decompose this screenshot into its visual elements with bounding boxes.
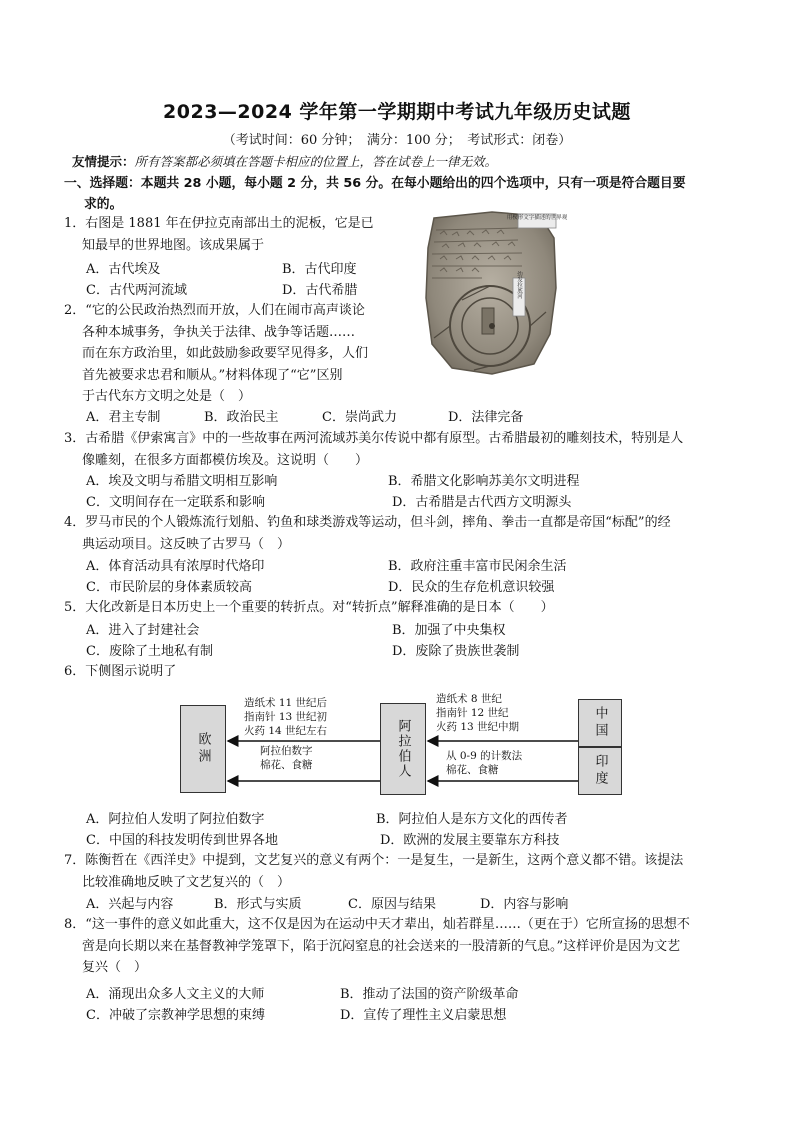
friendly-tip xyxy=(72,152,497,170)
box-india-label: 印度 xyxy=(592,754,608,788)
question-7-option-a[interactable]: A．兴起与内容 xyxy=(86,897,174,912)
question-3-option-b[interactable]: B．希腊文化影响苏美尔文明进程 xyxy=(388,474,580,489)
question-1-option-b[interactable]: B．古代印度 xyxy=(282,262,357,277)
question-3 xyxy=(64,428,683,471)
question-7-option-d[interactable]: D．内容与影响 xyxy=(480,897,569,912)
question-8-line-3: 复兴（ ） xyxy=(82,960,148,975)
question-8-option-b[interactable]: B．推动了法国的资产阶级革命 xyxy=(340,987,519,1002)
question-8-option-a[interactable]: A．涌现出众多人文主义的大师 xyxy=(86,987,265,1002)
top-right-labels xyxy=(436,692,519,734)
question-6-option-b[interactable]: B．阿拉伯人是东方文化的西传者 xyxy=(376,812,568,827)
question-1-option-c[interactable]: C．古代两河流域 xyxy=(86,283,187,298)
question-8-option-d[interactable]: D．宣传了理性主义启蒙思想 xyxy=(340,1008,507,1023)
bottom-left-labels xyxy=(260,744,313,772)
question-3-line-2: 像雕刻，在很多方面都模仿埃及。这说明（ ） xyxy=(82,452,369,468)
question-5-line-1: 5．大化改新是日本历史上一个重要的转折点。对“转折点”解释准确的是日本（ ） xyxy=(64,600,554,615)
question-8 xyxy=(64,914,690,979)
question-2 xyxy=(64,300,368,408)
question-2-line-5: 于古代东方文明之处是（ ） xyxy=(82,389,252,404)
page-title: 2023—2024 学年第一学期期中考试九年级历史试题 xyxy=(163,101,631,123)
question-2-option-a[interactable]: A．君主专制 xyxy=(86,410,161,425)
question-2-option-b[interactable]: B．政治民主 xyxy=(204,410,279,425)
label-compass-europe: 指南针 13 世纪初 xyxy=(244,711,328,723)
question-2-option-d[interactable]: D．法律完备 xyxy=(448,410,524,425)
question-6-line-1: 6．下侧图示说明了 xyxy=(64,664,177,679)
question-6-option-c[interactable]: C．中国的科技发明传到世界各地 xyxy=(86,833,278,848)
question-3-option-a[interactable]: A．埃及文明与希腊文明相互影响 xyxy=(86,474,278,489)
question-2-line-3: 而在东方政治里，如此鼓励参政要罕见得多，人们 xyxy=(82,346,369,361)
tablet-label-1: 用楔形文字描述的世界观 xyxy=(506,215,568,221)
label-paper-arab: 造纸术 8 世纪 xyxy=(436,693,502,705)
question-7-line-2: 比较准确地反映了文艺复兴的（ ） xyxy=(82,874,291,890)
question-6-option-d[interactable]: D．欧洲的发展主要靠东方科技 xyxy=(380,833,560,848)
question-2-line-4: 首先被要求忠君和顺从。”材料体现了“它”区别 xyxy=(82,367,343,383)
bottom-right-labels xyxy=(446,749,522,777)
question-7-option-c[interactable]: C．原因与结果 xyxy=(348,897,436,912)
question-4-option-c[interactable]: C．市民阶层的身体素质较高 xyxy=(86,580,252,595)
question-5-option-b[interactable]: B．加强了中央集权 xyxy=(392,623,506,638)
cultural-exchange-diagram xyxy=(180,693,624,801)
section-line-2: 求的。 xyxy=(84,197,123,212)
tablet-label-2: 幼发拉底河 xyxy=(516,271,522,299)
section-line-1: 一、选择题：本题共 28 小题，每小题 2 分，共 56 分。在每小题给出的四个选项中，只有一项是符合题目要 xyxy=(64,176,686,191)
question-2-option-c[interactable]: C．崇尚武力 xyxy=(322,410,397,425)
clay-tablet-image xyxy=(422,208,568,376)
clay-tablet-drawing xyxy=(422,208,568,376)
label-gunpowder-arab: 火药 13 世纪中期 xyxy=(436,721,520,733)
question-6 xyxy=(64,661,176,683)
question-4-option-a[interactable]: A．体育活动具有浓厚时代烙印 xyxy=(86,559,265,574)
label-counting-method: 从 0-9 的计数法 xyxy=(446,750,523,762)
question-7 xyxy=(64,850,683,893)
label-cotton-sugar-europe: 棉花、食糖 xyxy=(260,759,313,771)
exam-info: （考试时间：60 分钟； 满分：100 分； 考试形式：闭卷） xyxy=(222,133,572,148)
question-4-option-d[interactable]: D．民众的生存危机意识较强 xyxy=(388,580,555,595)
question-1-option-a[interactable]: A．古代埃及 xyxy=(86,262,161,277)
question-7-option-b[interactable]: B．形式与实质 xyxy=(214,897,302,912)
box-china-label: 中国 xyxy=(592,706,608,740)
label-arabic-numerals: 阿拉伯数字 xyxy=(260,745,313,757)
label-cotton-sugar-arab: 棉花、食糖 xyxy=(446,764,499,776)
question-7-line-1: 7．陈衡哲在《西洋史》中提到，文艺复兴的意义有两个：一是复生，一是新生，这两个意义都不错。该提法 xyxy=(64,853,684,868)
question-1-option-d[interactable]: D．古代希腊 xyxy=(282,283,358,298)
question-1-line-1: 1．右图是 1881 年在伊拉克南部出土的泥板，它是已 xyxy=(64,216,374,231)
question-4-line-1: 4．罗马市民的个人锻炼流行划船、钓鱼和球类游戏等运动，但斗剑，摔角、拳击一直都是帝国“标配”的经 xyxy=(64,515,671,530)
tip-text: 所有答案都必须填在答题卡相应的位置上，答在试卷上一律无效。 xyxy=(134,154,498,169)
top-left-labels xyxy=(244,696,327,738)
question-6-option-a[interactable]: A．阿拉伯人发明了阿拉伯数字 xyxy=(86,812,265,827)
section-heading xyxy=(64,173,734,215)
question-3-line-1: 3．古希腊《伊索寓言》中的一些故事在两河流域苏美尔传说中都有原型。古希腊最初的雕刻技术，特别是人 xyxy=(64,431,684,446)
question-5-option-a[interactable]: A．进入了封建社会 xyxy=(86,623,200,638)
question-4-line-2: 典运动项目。这反映了古罗马（ ） xyxy=(82,536,291,552)
question-4-option-b[interactable]: B．政府注重丰富市民闲余生活 xyxy=(388,559,567,574)
box-europe-label: 欧洲 xyxy=(195,732,211,766)
label-paper-europe: 造纸术 11 世纪后 xyxy=(244,697,328,709)
question-4 xyxy=(64,512,671,555)
question-3-option-c[interactable]: C．文明间存在一定联系和影响 xyxy=(86,495,265,510)
question-8-option-c[interactable]: C．冲破了宗教神学思想的束缚 xyxy=(86,1008,265,1023)
question-1-line-2: 知最早的世界地图。该成果属于 xyxy=(82,237,265,253)
question-2-line-1: 2．“它的公民政治热烈而开放，人们在闹市高声谈论 xyxy=(64,303,365,318)
label-gunpowder-europe: 火药 14 世纪左右 xyxy=(244,725,328,737)
question-8-line-2: 啻是向长期以来在基督教神学笼罩下，陷于沉闷窒息的社会送来的一股清新的气息。”这样评价是因为文艺 xyxy=(82,938,681,954)
question-8-line-1: 8．“这一事件的意义如此重大，这不仅是因为在运动中天才辈出，灿若群星……（更在于）它所宣扬的思想不 xyxy=(64,917,690,932)
tip-label: 友情提示： xyxy=(72,154,135,169)
question-1 xyxy=(64,213,374,256)
question-5-option-d[interactable]: D．废除了贵族世袭制 xyxy=(392,644,520,659)
question-2-line-2: 各种本城事务，争执关于法律、战争等话题…… xyxy=(82,324,356,340)
box-arab-label: 阿拉伯人 xyxy=(395,719,411,779)
question-3-option-d[interactable]: D．古希腊是古代西方文明源头 xyxy=(392,495,572,510)
label-compass-arab: 指南针 12 世纪 xyxy=(436,707,509,719)
question-5-option-c[interactable]: C．废除了土地私有制 xyxy=(86,644,213,659)
question-5 xyxy=(64,597,554,619)
